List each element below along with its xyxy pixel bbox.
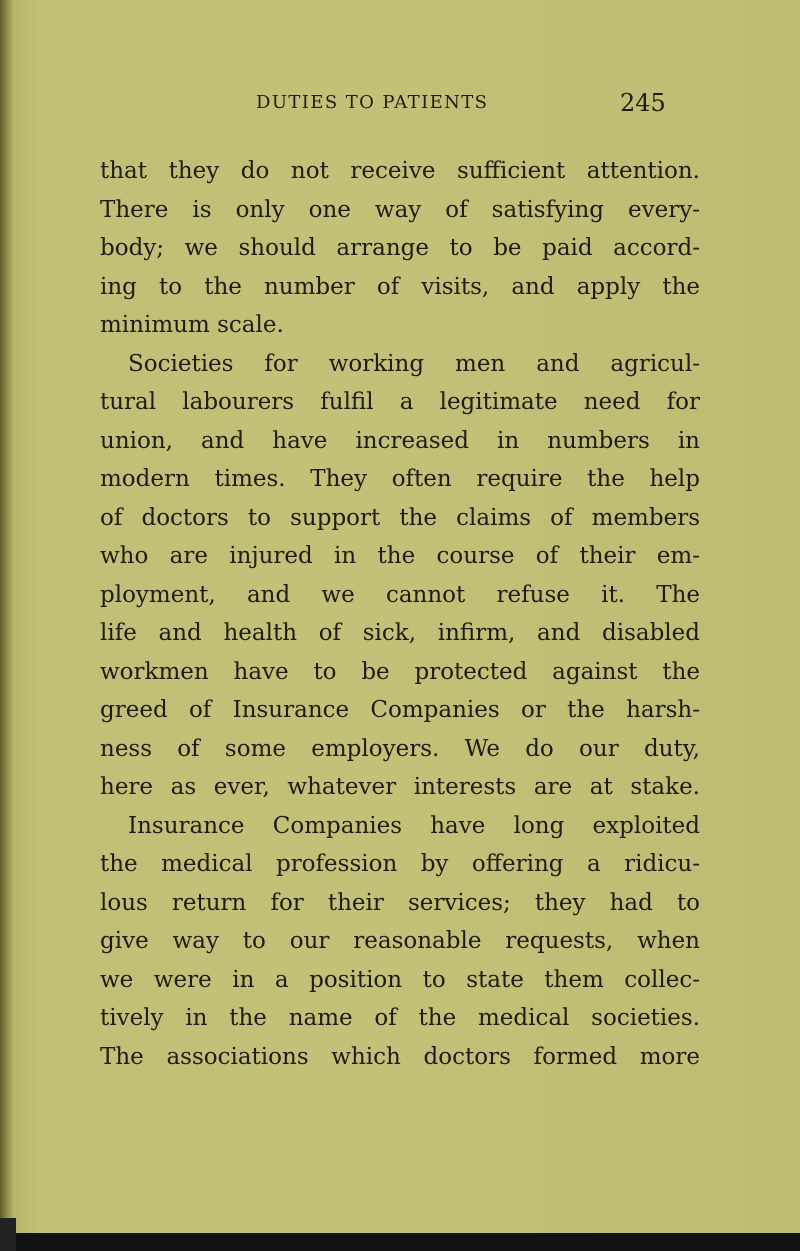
text-line: ness of some employers. We do our duty, xyxy=(100,735,700,762)
text-line: workmen have to be protected against the xyxy=(100,658,700,685)
text-line: There is only one way of satisfying every- xyxy=(100,196,700,223)
text-line: the medical profession by offering a ridicu- xyxy=(100,851,700,877)
text-line: union, and have increased in numbers in xyxy=(100,427,700,454)
text-line: life and health of sick, infirm, and disabled xyxy=(100,620,700,646)
scan-corner-shadow xyxy=(0,1218,16,1251)
text-line: we were in a position to state them collec- xyxy=(100,966,700,993)
text-line: Insurance Companies have long exploited xyxy=(128,812,700,839)
page-number: 245 xyxy=(620,89,666,117)
page-spine-shadow xyxy=(0,0,14,1251)
text-line: body; we should arrange to be paid accord- xyxy=(100,235,700,261)
text-line: Societies for working men and agricul- xyxy=(128,350,700,377)
text-line: who are injured in the course of their em- xyxy=(100,543,700,569)
text-line: tively in the name of the medical societies. xyxy=(100,1005,700,1031)
text-line: modern times. They often require the help xyxy=(100,466,700,492)
running-title: DUTIES TO PATIENTS xyxy=(256,92,489,113)
text-line: lous return for their services; they had to xyxy=(100,889,700,916)
text-line: give way to our reasonable requests, when xyxy=(100,928,700,954)
running-head xyxy=(0,89,800,122)
text-line: here as ever, whatever interests are at stake. xyxy=(100,774,700,800)
text-line: ing to the number of visits, and apply the xyxy=(100,273,700,300)
body-text xyxy=(100,152,700,1076)
text-line: greed of Insurance Companies or the harsh- xyxy=(100,697,700,723)
text-line: of doctors to support the claims of members xyxy=(100,504,700,531)
text-line: that they do not receive sufficient attention. xyxy=(100,158,700,184)
text-line: ployment, and we cannot refuse it. The xyxy=(100,581,700,608)
text-line: The associations which doctors formed more xyxy=(100,1043,700,1070)
scan-bottom-edge xyxy=(0,1233,800,1251)
text-line: minimum scale. xyxy=(100,312,284,338)
text-line: tural labourers fulfil a legitimate need for xyxy=(100,389,700,415)
